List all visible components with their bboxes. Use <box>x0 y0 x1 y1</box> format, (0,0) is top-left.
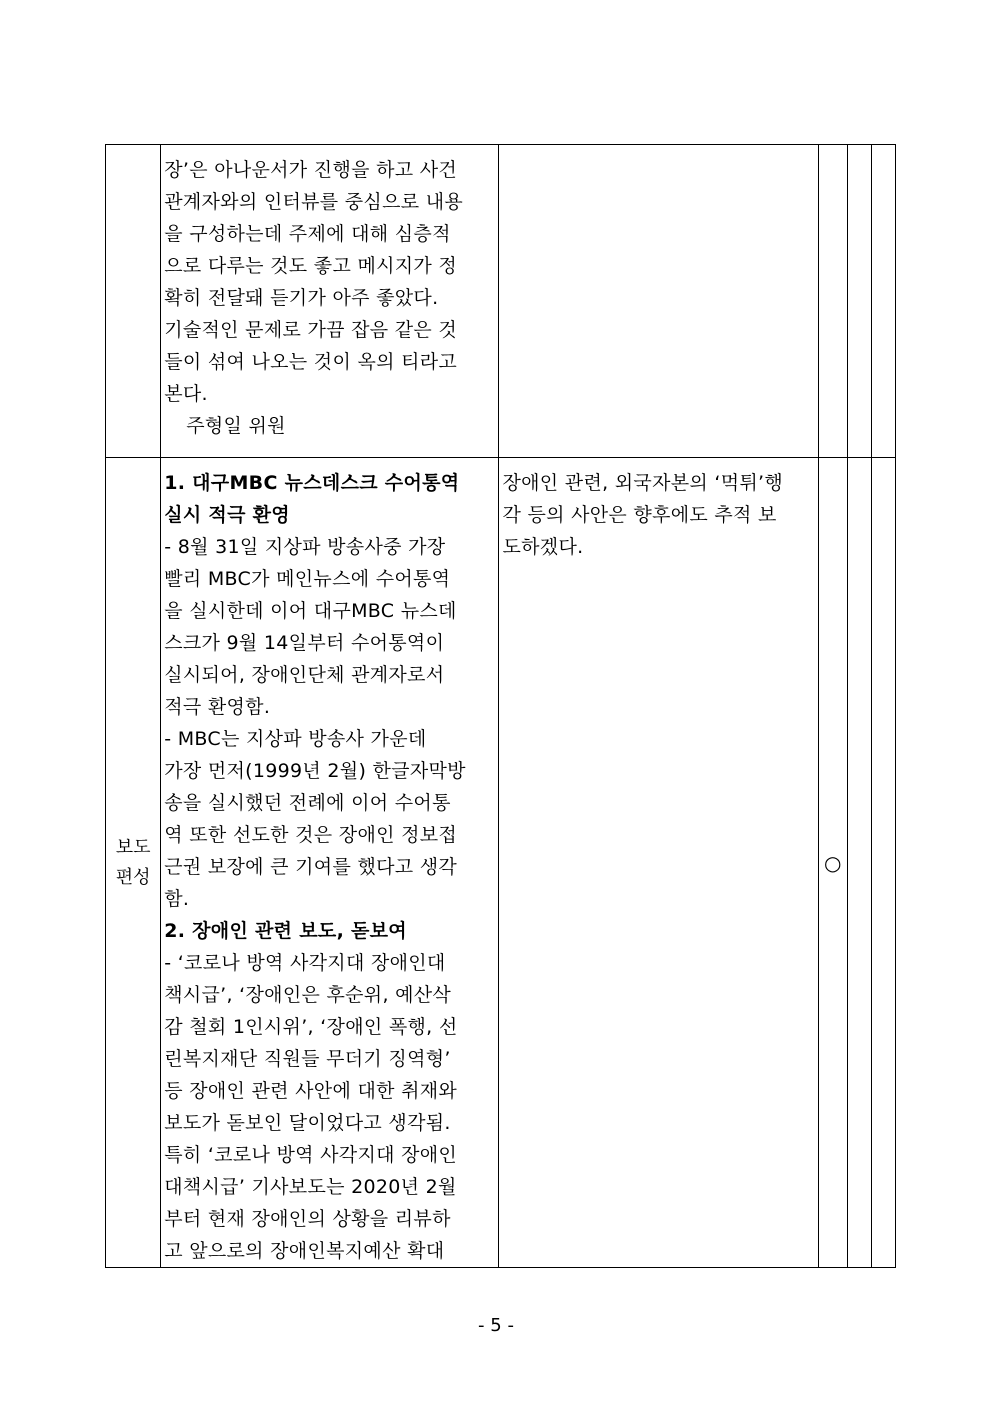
opinion-line: 부터 현재 장애인의 상황을 리뷰하 <box>164 1208 451 1230</box>
opinion-line: 빨리 MBC가 메인뉴스에 수어통역 <box>164 568 451 590</box>
opinion-line: 보도가 돋보인 달이었다고 생각됨. <box>164 1112 451 1134</box>
check-cell <box>818 458 847 1268</box>
opinion-line: 근권 보장에 큰 기여를 했다고 생각 <box>164 856 458 878</box>
opinion-line: 기술적인 문제로 가끔 잡음 같은 것 <box>164 319 458 341</box>
signature: 주형일 위원 <box>186 415 286 437</box>
opinion-line: 특히 ‘코로나 방역 사각지대 장애인 <box>164 1144 458 1166</box>
check-cell <box>847 458 871 1268</box>
opinion-line: - ‘코로나 방역 사각지대 장애인대 <box>164 952 446 974</box>
opinion-line: - 8월 31일 지상파 방송사중 가장 <box>164 536 446 558</box>
check-cell <box>818 145 847 458</box>
review-table <box>105 144 896 1268</box>
opinion-line: 본다. <box>164 383 208 405</box>
opinion-line: 장’은 아나운서가 진행을 하고 사건 <box>164 159 458 181</box>
item-title: 1. 대구MBC 뉴스데스크 수어통역 <box>164 472 460 494</box>
opinion-line: 책시급’, ‘장애인은 후순위, 예산삭 <box>164 984 452 1006</box>
opinion-line: 린복지재단 직원들 무더기 징역형’ <box>164 1048 451 1070</box>
category-cell <box>106 145 161 458</box>
opinion-line: 적극 환영함. <box>164 696 271 718</box>
response-line: 각 등의 사안은 향후에도 추적 보 <box>502 504 777 526</box>
opinion-line: 가장 먼저(1999년 2월) 한글자막방 <box>164 760 466 782</box>
opinion-line: 실시되어, 장애인단체 관계자로서 <box>164 664 445 686</box>
opinion-cell <box>161 145 499 458</box>
opinion-line: 역 또한 선도한 것은 장애인 정보접 <box>164 824 458 846</box>
response-cell <box>499 145 818 458</box>
opinion-line: 등 장애인 관련 사안에 대한 취재와 <box>164 1080 458 1102</box>
opinion-line: 관계자와의 인터뷰를 중심으로 내용 <box>164 191 464 213</box>
item-title: 2. 장애인 관련 보도, 돋보여 <box>164 920 407 942</box>
circle-mark-icon: ○ <box>824 850 842 875</box>
opinion-line: 들이 섞여 나오는 것이 옥의 티라고 <box>164 351 458 373</box>
response-line: 장애인 관련, 외국자본의 ‘먹튀’행 <box>502 472 784 494</box>
response-cell <box>499 458 818 1268</box>
opinion-line: - MBC는 지상파 방송사 가운데 <box>164 728 427 750</box>
check-cell <box>871 458 895 1268</box>
opinion-line: 함. <box>164 888 190 910</box>
category-cell <box>106 458 161 1268</box>
opinion-line: 을 실시한데 이어 대구MBC 뉴스데 <box>164 600 457 622</box>
opinion-line: 고 앞으로의 장애인복지예산 확대 <box>164 1240 445 1262</box>
item-title: 실시 적극 환영 <box>164 504 290 526</box>
category-label: 편성 <box>115 866 151 888</box>
opinion-line: 확히 전달돼 듣기가 아주 좋았다. <box>164 287 439 309</box>
opinion-line: 을 구성하는데 주제에 대해 심층적 <box>164 223 451 245</box>
table-row <box>106 458 896 1268</box>
response-line: 도하겠다. <box>502 536 584 558</box>
opinion-line: 감 철회 1인시위’, ‘장애인 폭행, 선 <box>164 1016 458 1038</box>
opinion-line: 대책시급’ 기사보도는 2020년 2월 <box>164 1176 457 1198</box>
table-row <box>106 145 896 458</box>
check-cell <box>871 145 895 458</box>
page-number: - 5 - <box>478 1315 514 1336</box>
opinion-line: 송을 실시했던 전례에 이어 수어통 <box>164 792 451 814</box>
check-cell <box>847 145 871 458</box>
opinion-cell <box>161 458 499 1268</box>
opinion-line: 스크가 9월 14일부터 수어통역이 <box>164 632 445 654</box>
opinion-line: 으로 다루는 것도 좋고 메시지가 정 <box>164 255 458 277</box>
category-label: 보도 <box>115 836 151 858</box>
